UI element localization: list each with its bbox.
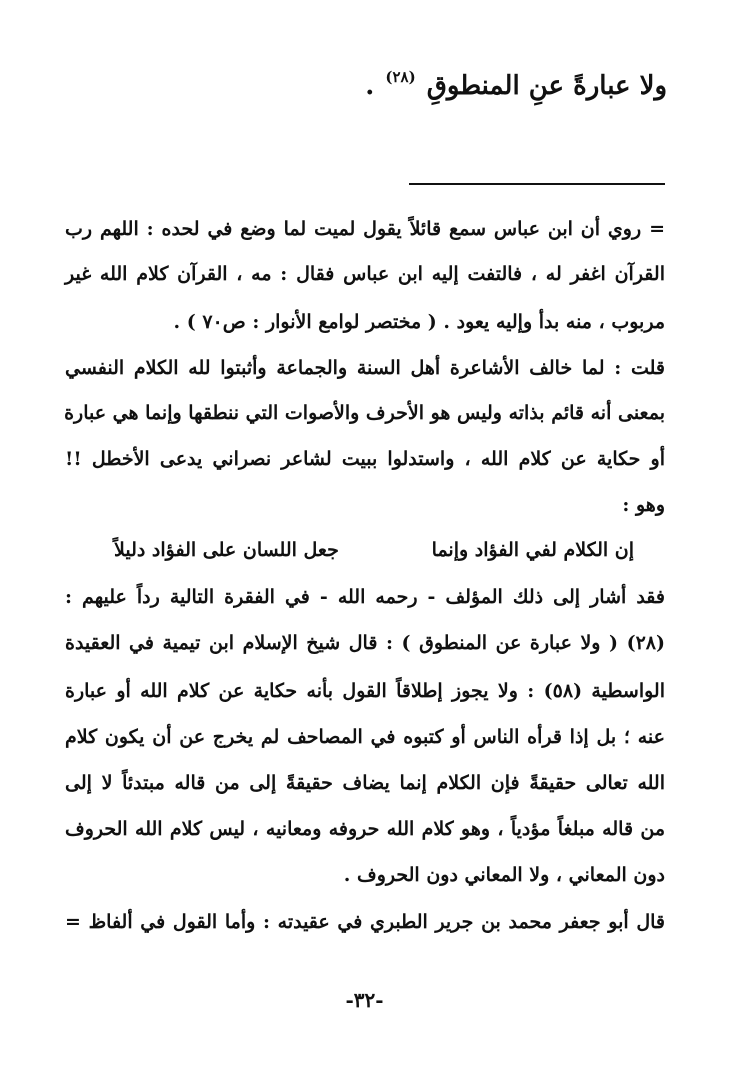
footnote-line: وهو :	[622, 494, 665, 516]
footnote-line: بمعنى أنه قائم بذاته وليس هو الأحرف والأصوات التي ننطقها وإنما هي عبارة	[64, 402, 665, 424]
footnote-line: قال أبو جعفر محمد بن جرير الطبري في عقيدته : وأما القول في ألفاظ =	[65, 911, 665, 933]
footnote-line: قلت : لما خالف الأشاعرة أهل السنة والجماعة وأثبتوا لله الكلام النفسي	[65, 357, 665, 379]
footnote-line: أو حكاية عن كلام الله ، واستدلوا ببيت لشاعر نصراني يدعى الأخطل !!	[65, 448, 665, 470]
footnote-marker: (٢٨)	[385, 68, 416, 86]
footnote-line: دون المعاني ، ولا المعاني دون الحروف .	[343, 864, 665, 886]
footnote-line: من قاله مبلغاً مؤدياً ، وهو كلام الله حروفه ومعانيه ، ليس كلام الله الحروف	[65, 818, 665, 840]
footnote-line: القرآن اغفر له ، فالتفت إليه ابن عباس فقال : مه ، القرآن كلام الله غير	[65, 263, 665, 285]
poetry-verse	[114, 535, 634, 565]
verse-second-hemistich: جعل اللسان على الفؤاد دليلاً	[114, 539, 339, 561]
main-text-period: .	[365, 71, 375, 101]
page-number: -٣٢-	[345, 988, 384, 1012]
footnote-line: = روي أن ابن عباس سمع قائلاً يقول لميت لما وضع في لحده : اللهم رب	[65, 218, 665, 240]
main-text-line	[107, 68, 667, 101]
footnote-line: الواسطية (٥٨) : ولا يجوز إطلاقاً القول بأنه حكاية عن كلام الله أو عبارة	[65, 680, 665, 702]
footnote-line: مربوب ، منه بدأ وإليه يعود . ( مختصر لوامع الأنوار : ص٧٠ ) .	[173, 311, 665, 333]
footnote-line: الله تعالى حقيقةً فإن الكلام إنما يضاف حقيقةً إلى من قاله مبتدئاً لا إلى	[65, 772, 665, 794]
footnote-line: فقد أشار إلى ذلك المؤلف - رحمه الله - في الفقرة التالية رداً عليهم :	[65, 586, 665, 608]
footnote-separator	[409, 183, 665, 185]
footnote-line: عنه ؛ بل إذا قرأه الناس أو كتبوه في المصاحف لم يخرج عن أن يكون كلام	[65, 726, 665, 748]
main-text: ولا عبارةً عنِ المنطوقِ	[426, 71, 667, 101]
footnote-line: (٢٨) ( ولا عبارة عن المنطوق ) : قال شيخ الإسلام ابن تيمية في العقيدة	[65, 632, 665, 654]
verse-first-hemistich: إن الكلام لفي الفؤاد وإنما	[431, 539, 634, 561]
